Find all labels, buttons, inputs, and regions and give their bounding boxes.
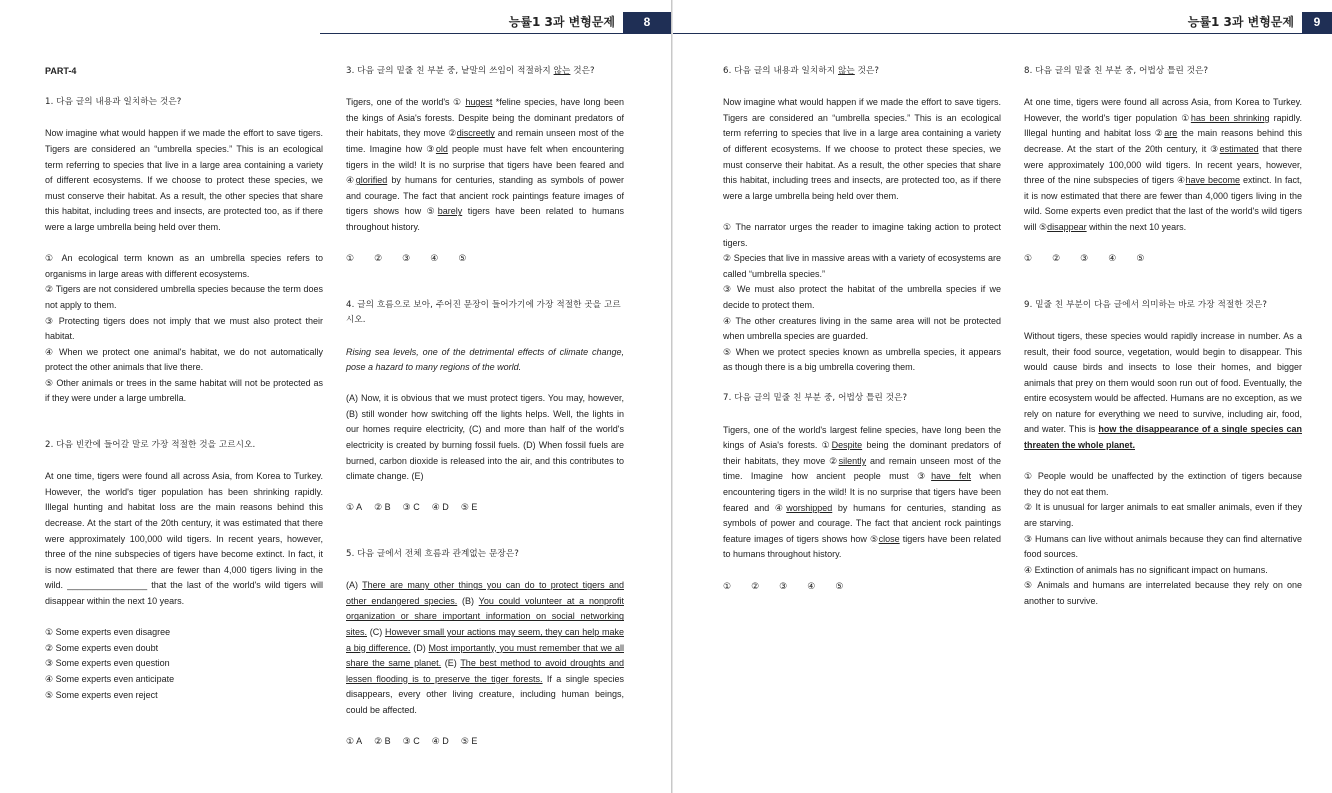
passage (45, 469, 323, 609)
passage-text: At one time, tigers were found all across Asia, from Korea to Turkey. However, the world's tiger population ① (1024, 97, 1302, 123)
passage-text: people must have felt when encountering tigers in the wild! It is no surprise that tigers have been feared and ④ (346, 143, 624, 186)
page-number: 8 (623, 12, 671, 34)
passage (1024, 95, 1302, 235)
question-title: 9. 밑줄 친 부분이 다음 글에서 의미하는 바로 가장 적절한 것은? (1024, 299, 1268, 310)
answer-option: ① People would be unaffected by the extinction of tigers because they do not eat them. (1024, 471, 1302, 497)
header-title: 능률1 3과 변형문제 (1187, 15, 1294, 30)
passage-text: and remain unseen most of the time. Imagine how ancient people must ③ (723, 455, 1002, 482)
passage (723, 423, 1001, 563)
given-sentence: Rising sea levels, one of the detrimental effects of climate change, pose a hazard to many regions of the world. (346, 346, 624, 373)
question-title: 4. 글의 흐름으로 보아, 주어진 문장이 들어가기에 가장 적절한 곳을 고르시오. (346, 299, 621, 326)
question-title (723, 64, 1001, 80)
passage: (A) Now, it is obvious that we must protect tigers. You may, however, (B) still wonder how switching off the lights helps. Well, the lights in our homes require electricity, (C) and more than half of the world's electricity is created by burning fossil fuels. (D) When fossil fuels are burned, carbon dioxide is released into the air, and this contributes to climate change. (E) (346, 393, 624, 482)
title-underlined: 않는 (837, 66, 855, 76)
answer-option: ② It is unusual for larger animals to eat smaller animals, even if they are starving. (1024, 502, 1302, 529)
question-title: 5. 다음 글에서 전체 흐름과 관계없는 문장은? (346, 549, 519, 560)
answer-option: ③ C (402, 502, 420, 513)
column-1 (45, 64, 323, 703)
answer-option: ① Some experts even disagree (45, 627, 171, 638)
sentence-label: (D) (410, 642, 429, 653)
answer-option: ③ Humans can live without animals because they can find alternative food sources. (1024, 533, 1302, 560)
answer-option: ③ (779, 580, 788, 591)
header-title: 능률1 3과 변형문제 (508, 15, 615, 30)
passage (346, 95, 624, 235)
question-7 (723, 391, 1001, 594)
answer-option: ① (1024, 253, 1033, 264)
underlined-word: disappear (1047, 221, 1087, 232)
answer-option: ② B (374, 502, 391, 513)
passage-text: If a single species disappears, every other living creature, including human beings, could be affected. (346, 673, 624, 715)
answer-option: ④ When we protect one animal's habitat, we do not automatically protect the other animals that live there. (45, 346, 323, 373)
question-title (346, 64, 624, 80)
title-underlined: 않는 (553, 66, 571, 76)
underlined-word: Despite (831, 440, 863, 451)
underlined-word: has been shrinking (1190, 112, 1270, 123)
page-9 (672, 0, 1332, 793)
answer-options (1024, 251, 1302, 267)
passage-text: *feline species, have long been the kings of Asia's forests. Despite being the dominant predators of their habitats, they move ② (346, 97, 624, 139)
answer-option: ④ D (431, 736, 449, 747)
passage-text: when encountering tigers in the wild! It is no surprise that tigers have been feared and ④ (723, 471, 1001, 513)
passage-text: being the dominant predators of their habitats, they move ② (723, 440, 1001, 466)
column-2 (346, 64, 624, 750)
underlined-sentence: You could volunteer at a nonprofit organization or share important information on social networking sites. (346, 595, 624, 637)
underlined-sentence: The best method to avoid droughts and lessen flooding is to preserve the tiger forests. (346, 658, 624, 684)
answer-option: ③ Some experts even question (45, 658, 170, 669)
underlined-word: old (435, 143, 448, 154)
column-3 (723, 64, 1001, 594)
header-rule (673, 33, 1332, 34)
answer-options (346, 734, 624, 750)
answer-option: ④ (807, 580, 816, 591)
passage-text: Tigers, one of the world's ① (346, 97, 466, 108)
answer-option: ④ Extinction of animals has no significant impact on humans. (1024, 564, 1268, 575)
underlined-sentence: There are many other things you can do to protect tigers and other endangered species. (346, 580, 624, 606)
answer-option: ① A (346, 502, 363, 513)
underlined-word: worshipped (786, 502, 833, 513)
answer-option: ④ The other creatures living in the same area will not be protected when umbrella species are guarded. (723, 315, 1001, 342)
underlined-word: are (1164, 128, 1178, 139)
passage-text: the main reasons behind this decrease. At the start of the 20th century, it ③ (1024, 128, 1302, 154)
blank: ________________ (67, 580, 148, 591)
passage-text: extinct. In fact, it is now estimated that there are fewer than 4,000 tigers living in the wild. Some experts even predict that the last of the world's wild tigers will ⑤ (1024, 175, 1302, 232)
passage (1024, 329, 1302, 454)
answer-option: ③ (1080, 253, 1089, 264)
question-title: 7. 다음 글의 밑줄 친 부분 중, 어법상 틀린 것은? (723, 393, 908, 404)
title-text: 것은? (854, 66, 880, 76)
answer-option: ② Tigers are not considered umbrella species because the term does not apply to them. (45, 284, 323, 310)
answer-options (346, 500, 624, 516)
column-4 (1024, 64, 1302, 610)
sentence-label: (B) (457, 595, 479, 606)
question-4 (346, 298, 624, 516)
passage-text: that the last of the world's wild tigers will disappear within the next 10 years. (45, 580, 323, 606)
answer-option: ④ (430, 253, 439, 264)
question-1 (45, 95, 323, 407)
answer-option: ⑤ E (460, 502, 478, 513)
passage-text: by humans for centuries, standing as symbols of power and courage. The fact that ancient rock paintings feature images of tigers shows how ⑤ (346, 175, 624, 217)
question-6 (723, 64, 1001, 376)
passage: Now imagine what would happen if we made the effort to save tigers. Tigers are considered an “umbrella species.” This is an ecological term referring to species that live in a large area containing a variety of different ecosystems. If we choose to protect these species, we must conserve their habitat. As a result, the other species that share this habitat, including trees and insects, are protected too, as if there were a large umbrella being held over them. (723, 97, 1001, 201)
underlined-word: have become (1185, 175, 1241, 186)
sentence-label: (C) (367, 627, 385, 637)
answer-option: ④ D (431, 502, 449, 513)
passage (346, 578, 624, 718)
answer-option: ② (374, 253, 383, 264)
answer-option: ⑤ When we protect species known as umbrella species, it appears as though there is a big umbrella covering them. (723, 346, 1001, 373)
underlined-sentence: However small your actions may seem, they can help make a big difference. (346, 627, 624, 653)
answer-option: ③ C (402, 736, 420, 747)
question-title: 1. 다음 글의 내용과 일치하는 것은? (45, 97, 182, 108)
answer-option: ④ (1108, 253, 1117, 264)
answer-option: ③ We must also protect the habitat of the umbrella species if we decide to protect them. (723, 284, 1001, 310)
answer-option: ⑤ Some experts even reject (45, 689, 158, 700)
question-title: 8. 다음 글의 밑줄 친 부분 중, 어법상 틀린 것은? (1024, 66, 1209, 76)
answer-option: ⑤ Animals and humans are interrelated because they rely on one another to survive. (1024, 580, 1302, 606)
answer-option: ① An ecological term known as an umbrella species refers to organisms in large areas with different ecosystems. (45, 253, 323, 279)
passage-text: within the next 10 years. (1086, 221, 1187, 232)
passage-text: tigers have been related to humans throughout history. (723, 533, 1001, 560)
answer-option: ② B (374, 736, 391, 747)
passage-text: tigers have been related to humans throughout history. (346, 206, 624, 232)
passage-text: At one time, tigers were found all across Asia, from Korea to Turkey. However, the world's tiger population has been shrinking rapidly. Illegal hunting and habitat loss are the main reasons behind this decrease. At the start of the 20th century, it was estimated that there were approximately 100,000 wild tigers. In recent years, however, three of the nine subspecies of tigers have become extinct. In fact, it is now estimated that there are fewer than 4,000 tigers living in the wild. (45, 471, 323, 591)
sentence-label: (A) (346, 580, 363, 591)
question-2 (45, 438, 323, 703)
answer-option: ② (751, 580, 760, 591)
passage-text: and remain unseen most of the time. Imagine how ③ (346, 128, 624, 154)
answer-option: ① (346, 253, 355, 264)
passage-text: by humans for centuries, standing as symbols of power and courage. The fact that ancient rock paintings feature images of tigers shows how ⑤ (723, 502, 1001, 544)
passage-text: that there were approximately 100,000 wild tigers. In recent years, however, three of the nine subspecies of tigers ④ (1024, 143, 1303, 186)
answer-option: ③ Protecting tigers does not imply that we must also protect their habitat. (45, 315, 323, 342)
question-3 (346, 64, 624, 267)
answer-option: ② (1052, 253, 1061, 264)
underlined-phrase: how the disappearance of a single species can threaten the whole planet. (1024, 424, 1302, 451)
underlined-word: silently (838, 455, 867, 466)
passage-text: rapidly. Illegal hunting and habitat loss ② (1024, 112, 1302, 139)
underlined-word: barely (437, 206, 463, 217)
underlined-word: have felt (931, 471, 972, 482)
answer-option: ④ Some experts even anticipate (45, 673, 175, 684)
underlined-word: discreetly (456, 128, 495, 139)
part-label: PART-4 (45, 66, 77, 76)
page-header (1188, 12, 1332, 34)
passage-text: Tigers, one of the world's largest feline species, have long been the kings of Asia's forests. ① (723, 424, 1001, 451)
answer-option: ① (723, 580, 732, 591)
underlined-word: estimated (1219, 143, 1259, 154)
title-text: 3. 다음 글의 밑줄 친 부분 중, 낱말의 쓰임이 적절하지 (346, 66, 554, 76)
sentence-label: (E) (441, 658, 461, 669)
answer-options (723, 579, 1001, 595)
passage-text: Without tigers, these species would rapidly increase in number. As a result, their food source, vegetation, would begin to disappear. This would cause birds and insects to lose their homes, and bigger animals that prey on them would soon run out of food. Eventually, the entire ecosystem would be affected. Humans are no exception, as we rely on nature for everything we need to survive, including air, food, and water. This is (1024, 330, 1302, 435)
answer-option: ② Species that live in massive areas with a variety of ecosystems are called “umbrella species.” (723, 253, 1001, 279)
title-text: 6. 다음 글의 내용과 일치하지 (723, 66, 838, 76)
page-header (509, 12, 671, 34)
underlined-word: glorified (355, 175, 388, 186)
answer-option: ⑤ (1136, 253, 1145, 264)
answer-option: ⑤ E (460, 736, 478, 747)
question-8 (1024, 64, 1302, 267)
underlined-sentence: Most importantly, you must remember that we all share the same planet. (346, 642, 624, 669)
passage: Now imagine what would happen if we made the effort to save tigers. Tigers are considered an “umbrella species.” This is an ecological term referring to species that live in a large area containing a variety of different ecosystems. If we choose to protect these species, we must conserve their habitat. As a result, the other species that share this habitat, including trees and insects, are protected too, as if there were a large umbrella being held over them. (45, 128, 323, 232)
title-text: 것은? (570, 66, 595, 76)
header-rule (320, 33, 671, 34)
answer-option: ⑤ Other animals or trees in the same habitat will not be protected as if they were under a large umbrella. (45, 377, 323, 404)
page-number: 9 (1302, 12, 1332, 34)
answer-option: ① A (346, 736, 363, 747)
question-title: 2. 다음 빈칸에 들어갈 말로 가장 적절한 것을 고르시오. (45, 440, 256, 451)
underlined-word: close (878, 533, 900, 544)
answer-option: ② Some experts even doubt (45, 642, 159, 653)
question-5 (346, 547, 624, 750)
answer-options (346, 251, 624, 267)
answer-option: ⑤ (835, 580, 844, 591)
underlined-word: hugest (465, 97, 493, 108)
answer-option: ⑤ (458, 253, 467, 264)
question-9 (1024, 298, 1302, 610)
answer-option: ① The narrator urges the reader to imagine taking action to protect tigers. (723, 221, 1001, 248)
answer-option: ③ (402, 253, 411, 264)
